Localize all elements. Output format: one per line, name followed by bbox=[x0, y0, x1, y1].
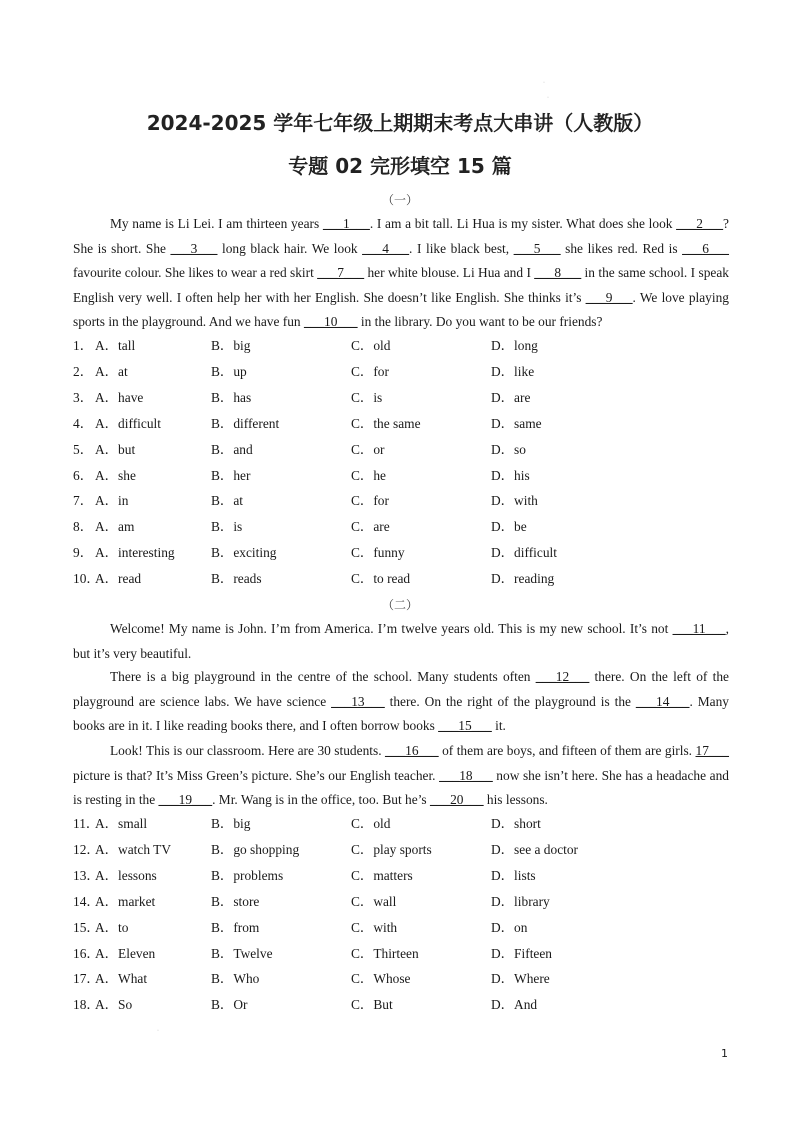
option-d: D．with bbox=[491, 493, 538, 509]
option-b: B．from bbox=[211, 919, 260, 935]
question-row bbox=[73, 944, 729, 964]
question-number: 5． bbox=[73, 441, 94, 457]
blank-slot: ___20___ bbox=[429, 792, 484, 808]
passage-text: . Many books are in it. I like reading books there, and I often borrow books bbox=[73, 693, 730, 734]
passage-text: now she isn’t here. She has a headache and is resting in the bbox=[73, 767, 730, 808]
blank-slot: ___5___ bbox=[513, 240, 561, 256]
section-marker-2: （二） bbox=[381, 598, 418, 612]
passage-text: picture is that? It’s Miss Green’s picture. She’s our English teacher. bbox=[73, 767, 440, 783]
blank-slot: ___1___ bbox=[322, 216, 370, 231]
question-number: 1． bbox=[73, 338, 94, 353]
blank-slot: ___18___ bbox=[439, 767, 493, 783]
option-c: C．old bbox=[351, 816, 391, 831]
option-c: C．play sports bbox=[351, 841, 432, 857]
passage-text: , but it’s very beautiful. bbox=[73, 621, 729, 661]
question-row bbox=[73, 336, 729, 356]
option-b: B．different bbox=[211, 415, 280, 431]
question-number: 6． bbox=[73, 467, 94, 483]
question-number: 18． bbox=[73, 997, 100, 1013]
question-row bbox=[73, 995, 729, 1015]
option-d: D．reading bbox=[491, 571, 555, 587]
question-row bbox=[73, 840, 729, 860]
option-a: A．at bbox=[95, 363, 128, 379]
passage-text: favourite colour. She likes to wear a red skirt bbox=[73, 265, 318, 281]
question-number: 17． bbox=[73, 971, 100, 987]
option-b: B．store bbox=[211, 893, 260, 909]
question-row bbox=[73, 969, 729, 989]
blank-slot: ___14___ bbox=[635, 693, 690, 709]
option-a: A．am bbox=[95, 519, 135, 535]
option-c: C．to read bbox=[351, 571, 411, 587]
option-b: B．up bbox=[211, 363, 247, 379]
passage-text: there. On the right of the playground is the bbox=[384, 693, 636, 709]
passage-text: . We love playing sports in the playground. And we have fun bbox=[73, 289, 729, 330]
option-b: B．Twelve bbox=[211, 945, 273, 961]
option-d: D．are bbox=[491, 389, 531, 405]
question-number: 3． bbox=[73, 389, 94, 405]
option-c: C．the same bbox=[351, 415, 421, 431]
option-c: C．Thirteen bbox=[351, 945, 419, 961]
option-b: B．reads bbox=[211, 571, 262, 587]
question-row bbox=[73, 440, 729, 460]
question-row bbox=[73, 866, 729, 886]
option-d: D．lists bbox=[491, 867, 536, 883]
option-c: C．old bbox=[351, 338, 391, 353]
question-number: 2． bbox=[73, 363, 94, 379]
page-title: 2024-2025 学年七年级上期期末考点大串讲（人教版） bbox=[146, 111, 654, 135]
blank-slot: ___15___ bbox=[438, 718, 492, 734]
passage-text: it. bbox=[491, 718, 506, 734]
question-number: 7． bbox=[73, 493, 94, 509]
option-a: A．tall bbox=[95, 338, 136, 353]
option-b: B．has bbox=[211, 389, 252, 405]
option-a: A．but bbox=[95, 441, 136, 457]
option-a: A．So bbox=[95, 997, 133, 1013]
option-d: D．difficult bbox=[491, 545, 557, 561]
blank-slot: ___19___ bbox=[158, 792, 213, 808]
question-number: 11． bbox=[73, 816, 100, 831]
question-row bbox=[73, 569, 729, 589]
option-d: D．his bbox=[491, 467, 530, 483]
option-c: C．is bbox=[351, 389, 383, 405]
passage-paragraph bbox=[73, 617, 729, 666]
passage-text: her white blouse. Li Hua and I bbox=[364, 265, 535, 281]
decorative-dot: · bbox=[543, 80, 545, 86]
blank-slot: ___11___ bbox=[672, 621, 726, 636]
option-b: B．big bbox=[211, 816, 251, 831]
question-number: 13． bbox=[73, 867, 100, 883]
option-c: C．are bbox=[351, 519, 390, 535]
option-b: B．and bbox=[211, 441, 253, 457]
question-row bbox=[73, 491, 729, 511]
passage-paragraph bbox=[73, 212, 729, 335]
question-row bbox=[73, 362, 729, 382]
option-a: A．she bbox=[95, 467, 136, 483]
question-row bbox=[73, 388, 729, 408]
option-b: B．go shopping bbox=[211, 841, 300, 857]
question-row bbox=[73, 892, 729, 912]
question-row bbox=[73, 414, 729, 434]
blank-slot: ___7___ bbox=[317, 265, 365, 281]
blank-slot: ___16___ bbox=[385, 743, 439, 758]
option-a: A．market bbox=[95, 893, 156, 909]
question-number: 10． bbox=[73, 571, 100, 587]
passage-text: in the same school. I speak English very well. I often help her with her English. She doesn’t like English. She thinks it’s bbox=[73, 265, 729, 305]
option-c: C．Whose bbox=[351, 971, 411, 987]
blank-slot: ___2___ bbox=[676, 216, 724, 231]
blank-slot: ___4___ bbox=[362, 240, 410, 256]
option-d: D．see a doctor bbox=[491, 841, 579, 857]
question-number: 4． bbox=[73, 415, 94, 431]
question-number: 9． bbox=[73, 545, 94, 561]
option-d: D．library bbox=[491, 893, 550, 909]
option-b: B．problems bbox=[211, 867, 284, 883]
blank-slot: ___13___ bbox=[331, 693, 385, 709]
passage-text: . I am a bit tall. Li Hua is my sister. What does she look bbox=[369, 216, 677, 231]
question-row bbox=[73, 918, 729, 938]
option-c: C．he bbox=[351, 467, 386, 483]
option-d: D．so bbox=[491, 441, 526, 457]
option-b: B．her bbox=[211, 467, 251, 483]
question-row bbox=[73, 543, 729, 563]
option-b: B．Who bbox=[211, 971, 260, 987]
option-c: C．for bbox=[351, 493, 389, 509]
option-d: D．on bbox=[491, 919, 528, 935]
question-number: 14． bbox=[73, 893, 100, 909]
option-a: A．difficult bbox=[95, 415, 161, 431]
section-marker-1: （一） bbox=[381, 193, 418, 207]
passage-text: there. On the left of the playground are science labs. We have science bbox=[73, 669, 730, 709]
blank-slot: ___9___ bbox=[585, 289, 633, 305]
blank-slot: ___10___ bbox=[303, 314, 358, 330]
question-number: 8． bbox=[73, 519, 94, 535]
question-number: 16． bbox=[73, 945, 100, 961]
option-a: A．read bbox=[95, 571, 142, 587]
passage-text: . I like black best, bbox=[409, 240, 514, 256]
passage-text: of them are boys, and fifteen of them are girls. bbox=[438, 743, 696, 758]
passage-text: ? She is short. She bbox=[73, 216, 729, 256]
passage-paragraph bbox=[73, 739, 729, 813]
option-d: D．Fifteen bbox=[491, 945, 552, 961]
option-c: C．wall bbox=[351, 893, 397, 909]
blank-slot: 17___ bbox=[695, 743, 729, 758]
blank-slot: ___3___ bbox=[170, 240, 218, 256]
option-a: A．have bbox=[95, 389, 144, 405]
option-d: D．And bbox=[491, 997, 538, 1013]
option-a: A．interesting bbox=[95, 545, 175, 561]
option-a: A．to bbox=[95, 919, 129, 935]
blank-slot: ___8___ bbox=[534, 265, 582, 281]
passage-text: Look! This is our classroom. Here are 30 students. bbox=[110, 743, 386, 758]
option-c: C．with bbox=[351, 919, 398, 935]
question-row bbox=[73, 517, 729, 537]
option-a: A．What bbox=[95, 971, 148, 987]
option-a: A．in bbox=[95, 493, 129, 509]
option-b: B．Or bbox=[211, 997, 248, 1013]
blank-slot: ___6___ bbox=[682, 240, 729, 256]
passage-text: his lessons. bbox=[483, 792, 548, 808]
option-d: D．be bbox=[491, 519, 527, 535]
passage-paragraph bbox=[73, 665, 729, 739]
option-d: D．like bbox=[491, 363, 535, 379]
passage-text: she likes red. Red is bbox=[560, 240, 683, 256]
option-b: B．big bbox=[211, 338, 251, 353]
passage-text: long black hair. We look bbox=[217, 240, 363, 256]
option-c: C．for bbox=[351, 363, 389, 379]
decorative-dot: · bbox=[157, 1028, 159, 1034]
decorative-dot: · bbox=[547, 95, 549, 101]
option-b: B．at bbox=[211, 493, 243, 509]
option-c: C．matters bbox=[351, 867, 413, 883]
question-number: 12． bbox=[73, 841, 100, 857]
option-b: B．is bbox=[211, 519, 243, 535]
page-number: 1 bbox=[721, 1047, 728, 1060]
option-a: A．lessons bbox=[95, 867, 157, 883]
question-row bbox=[73, 814, 729, 834]
page-subtitle: 专题 02 完形填空 15 篇 bbox=[288, 154, 512, 178]
passage-text: There is a big playground in the centre of the school. Many students often bbox=[110, 669, 536, 684]
passage-text: in the library. Do you want to be our friends? bbox=[357, 314, 603, 330]
option-a: A．watch TV bbox=[95, 841, 171, 857]
passage-text: Welcome! My name is John. I’m from America. I’m twelve years old. This is my new school. It’s not bbox=[110, 621, 673, 636]
option-d: D．same bbox=[491, 415, 542, 431]
option-c: C．But bbox=[351, 997, 393, 1013]
question-row bbox=[73, 466, 729, 486]
option-a: A．small bbox=[95, 816, 148, 831]
option-c: C．funny bbox=[351, 545, 405, 561]
passage-text: . Mr. Wang is in the office, too. But he’s bbox=[212, 792, 430, 808]
option-d: D．long bbox=[491, 338, 538, 353]
option-a: A．Eleven bbox=[95, 945, 156, 961]
question-number: 15． bbox=[73, 919, 100, 935]
option-d: D．short bbox=[491, 816, 541, 831]
option-b: B．exciting bbox=[211, 545, 277, 561]
option-c: C．or bbox=[351, 441, 385, 457]
passage-text: My name is Li Lei. I am thirteen years bbox=[110, 216, 323, 231]
blank-slot: ___12___ bbox=[535, 669, 590, 684]
option-d: D．Where bbox=[491, 971, 550, 987]
